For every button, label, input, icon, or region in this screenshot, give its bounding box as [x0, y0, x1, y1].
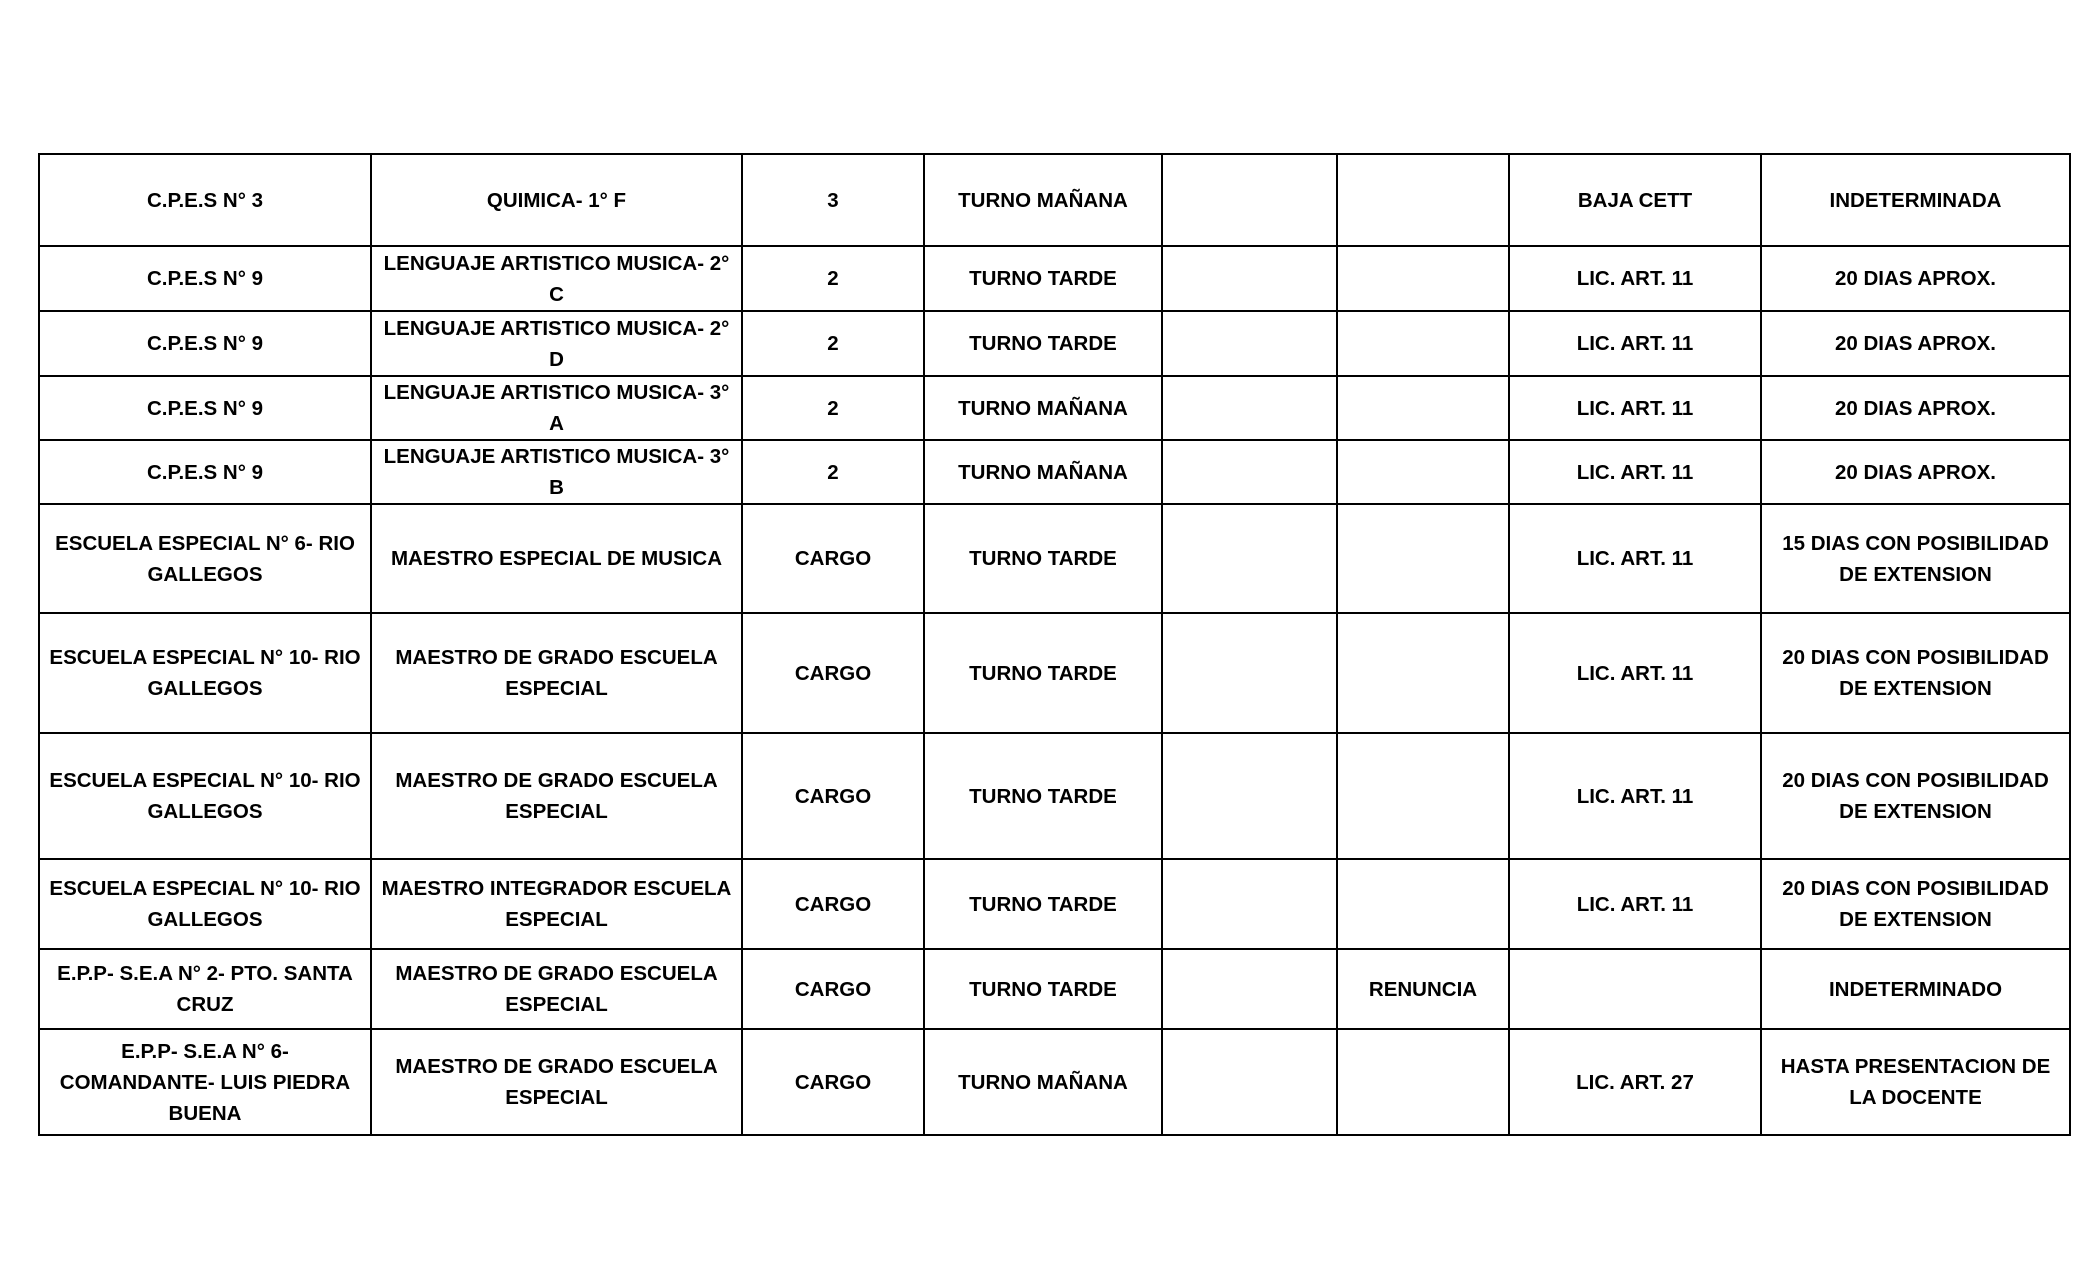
- cell-reason: LIC. ART. 11: [1509, 440, 1761, 504]
- cell-col5: [1162, 440, 1337, 504]
- cell-shift: TURNO TARDE: [924, 859, 1162, 949]
- cell-duration: 20 DIAS CON POSIBILIDAD DE EXTENSION: [1761, 859, 2070, 949]
- table-row: [39, 733, 2070, 859]
- cell-subject: MAESTRO DE GRADO ESCUELA ESPECIAL: [371, 613, 742, 733]
- cell-shift: TURNO MAÑANA: [924, 154, 1162, 246]
- vacancy-table: [38, 153, 2071, 1136]
- cell-col5: [1162, 154, 1337, 246]
- cell-reason: LIC. ART. 11: [1509, 859, 1761, 949]
- cell-shift: TURNO TARDE: [924, 504, 1162, 613]
- cell-subject: MAESTRO ESPECIAL DE MUSICA: [371, 504, 742, 613]
- cell-school: E.P.P- S.E.A N° 6- COMANDANTE- LUIS PIEDRA BUENA: [39, 1029, 371, 1135]
- cell-hours: CARGO: [742, 859, 924, 949]
- cell-duration: 20 DIAS APROX.: [1761, 246, 2070, 311]
- cell-duration: INDETERMINADO: [1761, 949, 2070, 1029]
- cell-shift: TURNO MAÑANA: [924, 376, 1162, 440]
- cell-hours: CARGO: [742, 613, 924, 733]
- cell-hours: 2: [742, 376, 924, 440]
- cell-col6: [1337, 376, 1509, 440]
- cell-duration: HASTA PRESENTACION DE LA DOCENTE: [1761, 1029, 2070, 1135]
- cell-col5: [1162, 504, 1337, 613]
- cell-hours: 2: [742, 311, 924, 376]
- cell-school: C.P.E.S N° 9: [39, 440, 371, 504]
- cell-hours: 2: [742, 440, 924, 504]
- cell-col6: [1337, 859, 1509, 949]
- table-row: [39, 311, 2070, 376]
- cell-subject: MAESTRO DE GRADO ESCUELA ESPECIAL: [371, 949, 742, 1029]
- cell-shift: TURNO TARDE: [924, 733, 1162, 859]
- cell-duration: 15 DIAS CON POSIBILIDAD DE EXTENSION: [1761, 504, 2070, 613]
- cell-subject: LENGUAJE ARTISTICO MUSICA- 2° D: [371, 311, 742, 376]
- cell-col6: [1337, 311, 1509, 376]
- cell-subject: LENGUAJE ARTISTICO MUSICA- 3° A: [371, 376, 742, 440]
- cell-hours: CARGO: [742, 949, 924, 1029]
- cell-hours: CARGO: [742, 504, 924, 613]
- cell-subject: LENGUAJE ARTISTICO MUSICA- 3° B: [371, 440, 742, 504]
- cell-school: ESCUELA ESPECIAL N° 6- RIO GALLEGOS: [39, 504, 371, 613]
- cell-reason: BAJA CETT: [1509, 154, 1761, 246]
- cell-duration: 20 DIAS APROX.: [1761, 311, 2070, 376]
- table-body: [39, 154, 2070, 1135]
- cell-duration: 20 DIAS APROX.: [1761, 440, 2070, 504]
- cell-col5: [1162, 859, 1337, 949]
- cell-col5: [1162, 613, 1337, 733]
- cell-col6: [1337, 440, 1509, 504]
- table-row: [39, 440, 2070, 504]
- cell-col6: [1337, 733, 1509, 859]
- cell-reason: [1509, 949, 1761, 1029]
- table-row: [39, 154, 2070, 246]
- cell-hours: 3: [742, 154, 924, 246]
- cell-reason: LIC. ART. 27: [1509, 1029, 1761, 1135]
- cell-subject: QUIMICA- 1° F: [371, 154, 742, 246]
- cell-reason: LIC. ART. 11: [1509, 311, 1761, 376]
- cell-duration: 20 DIAS CON POSIBILIDAD DE EXTENSION: [1761, 613, 2070, 733]
- cell-school: ESCUELA ESPECIAL N° 10- RIO GALLEGOS: [39, 613, 371, 733]
- cell-subject: LENGUAJE ARTISTICO MUSICA- 2° C: [371, 246, 742, 311]
- cell-subject: MAESTRO DE GRADO ESCUELA ESPECIAL: [371, 1029, 742, 1135]
- cell-reason: LIC. ART. 11: [1509, 246, 1761, 311]
- cell-col5: [1162, 949, 1337, 1029]
- cell-hours: CARGO: [742, 733, 924, 859]
- cell-shift: TURNO MAÑANA: [924, 1029, 1162, 1135]
- cell-school: C.P.E.S N° 3: [39, 154, 371, 246]
- cell-col6: [1337, 154, 1509, 246]
- cell-hours: 2: [742, 246, 924, 311]
- cell-col5: [1162, 376, 1337, 440]
- table-row: [39, 859, 2070, 949]
- cell-col5: [1162, 246, 1337, 311]
- cell-col5: [1162, 311, 1337, 376]
- cell-duration: 20 DIAS APROX.: [1761, 376, 2070, 440]
- cell-subject: MAESTRO INTEGRADOR ESCUELA ESPECIAL: [371, 859, 742, 949]
- table-row: [39, 613, 2070, 733]
- cell-school: C.P.E.S N° 9: [39, 311, 371, 376]
- cell-reason: LIC. ART. 11: [1509, 733, 1761, 859]
- cell-duration: 20 DIAS CON POSIBILIDAD DE EXTENSION: [1761, 733, 2070, 859]
- cell-hours: CARGO: [742, 1029, 924, 1135]
- cell-col5: [1162, 1029, 1337, 1135]
- cell-school: C.P.E.S N° 9: [39, 246, 371, 311]
- cell-school: E.P.P- S.E.A N° 2- PTO. SANTA CRUZ: [39, 949, 371, 1029]
- cell-col6: [1337, 246, 1509, 311]
- cell-col6: [1337, 1029, 1509, 1135]
- table-row: [39, 376, 2070, 440]
- cell-shift: TURNO MAÑANA: [924, 440, 1162, 504]
- table-row: [39, 504, 2070, 613]
- cell-shift: TURNO TARDE: [924, 311, 1162, 376]
- table-row: [39, 949, 2070, 1029]
- cell-shift: TURNO TARDE: [924, 949, 1162, 1029]
- cell-col5: [1162, 733, 1337, 859]
- table-row: [39, 246, 2070, 311]
- cell-subject: MAESTRO DE GRADO ESCUELA ESPECIAL: [371, 733, 742, 859]
- table-row: [39, 1029, 2070, 1135]
- cell-duration: INDETERMINADA: [1761, 154, 2070, 246]
- cell-school: ESCUELA ESPECIAL N° 10- RIO GALLEGOS: [39, 733, 371, 859]
- cell-reason: LIC. ART. 11: [1509, 504, 1761, 613]
- cell-col6: [1337, 504, 1509, 613]
- cell-school: ESCUELA ESPECIAL N° 10- RIO GALLEGOS: [39, 859, 371, 949]
- cell-reason: LIC. ART. 11: [1509, 376, 1761, 440]
- cell-school: C.P.E.S N° 9: [39, 376, 371, 440]
- cell-col6: RENUNCIA: [1337, 949, 1509, 1029]
- cell-col6: [1337, 613, 1509, 733]
- cell-shift: TURNO TARDE: [924, 246, 1162, 311]
- cell-reason: LIC. ART. 11: [1509, 613, 1761, 733]
- cell-shift: TURNO TARDE: [924, 613, 1162, 733]
